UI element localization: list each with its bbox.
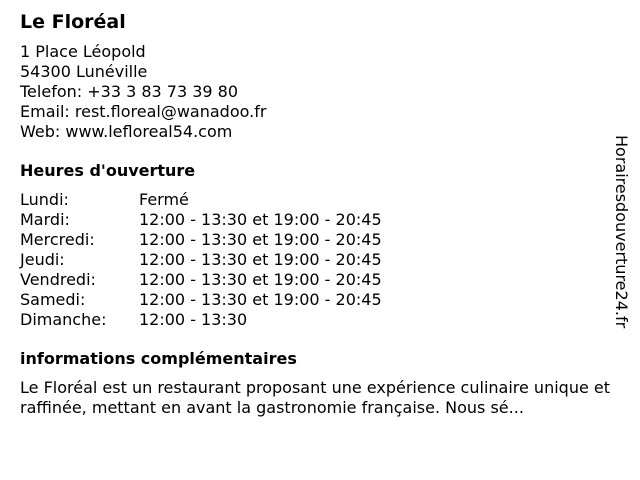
hours-value: 12:00 - 13:30 et 19:00 - 20:45 xyxy=(139,230,382,249)
day-label: Lundi: xyxy=(20,190,69,209)
day-label: Mercredi: xyxy=(20,230,95,249)
hours-value: 12:00 - 13:30 et 19:00 - 20:45 xyxy=(139,270,382,289)
day-label: Vendredi: xyxy=(20,270,96,289)
hours-row-saturday xyxy=(20,290,620,310)
opening-hours-table xyxy=(20,190,620,330)
hours-value: 12:00 - 13:30 et 19:00 - 20:45 xyxy=(139,210,382,229)
hours-value: 12:00 - 13:30 et 19:00 - 20:45 xyxy=(139,250,382,269)
day-label: Dimanche: xyxy=(20,310,107,329)
hours-row-tuesday xyxy=(20,210,620,230)
hours-row-monday xyxy=(20,190,620,210)
business-card xyxy=(20,8,620,418)
hours-value: 12:00 - 13:30 xyxy=(139,310,248,329)
website-address: Web: www.lefloreal54.com xyxy=(20,122,233,141)
day-label: Mardi: xyxy=(20,210,70,229)
additional-info-text: Le Floréal est un restaurant proposant une expérience culinaire unique et raffinée, mettant en avant la gastronomie française. Nous sé... xyxy=(20,378,610,417)
email-address: Email: rest.floreal@wanadoo.fr xyxy=(20,102,267,121)
side-brand-text: Horairesdouverture24.fr xyxy=(612,135,631,329)
business-name: Le Floréal xyxy=(20,11,126,33)
day-label: Jeudi: xyxy=(20,250,65,269)
hours-row-wednesday xyxy=(20,230,620,250)
day-label: Samedi: xyxy=(20,290,86,309)
opening-hours-title: Heures d'ouverture xyxy=(20,161,196,180)
address-line-2: 54300 Lunéville xyxy=(20,62,148,81)
hours-value: Fermé xyxy=(139,190,189,209)
additional-info-title: informations complémentaires xyxy=(20,349,297,368)
hours-row-thursday xyxy=(20,250,620,270)
hours-row-sunday xyxy=(20,310,620,330)
address-block xyxy=(20,42,620,142)
hours-value: 12:00 - 13:30 et 19:00 - 20:45 xyxy=(139,290,382,309)
address-line-1: 1 Place Léopold xyxy=(20,42,146,61)
hours-row-friday xyxy=(20,270,620,290)
phone-number: Telefon: +33 3 83 73 39 80 xyxy=(20,82,239,101)
